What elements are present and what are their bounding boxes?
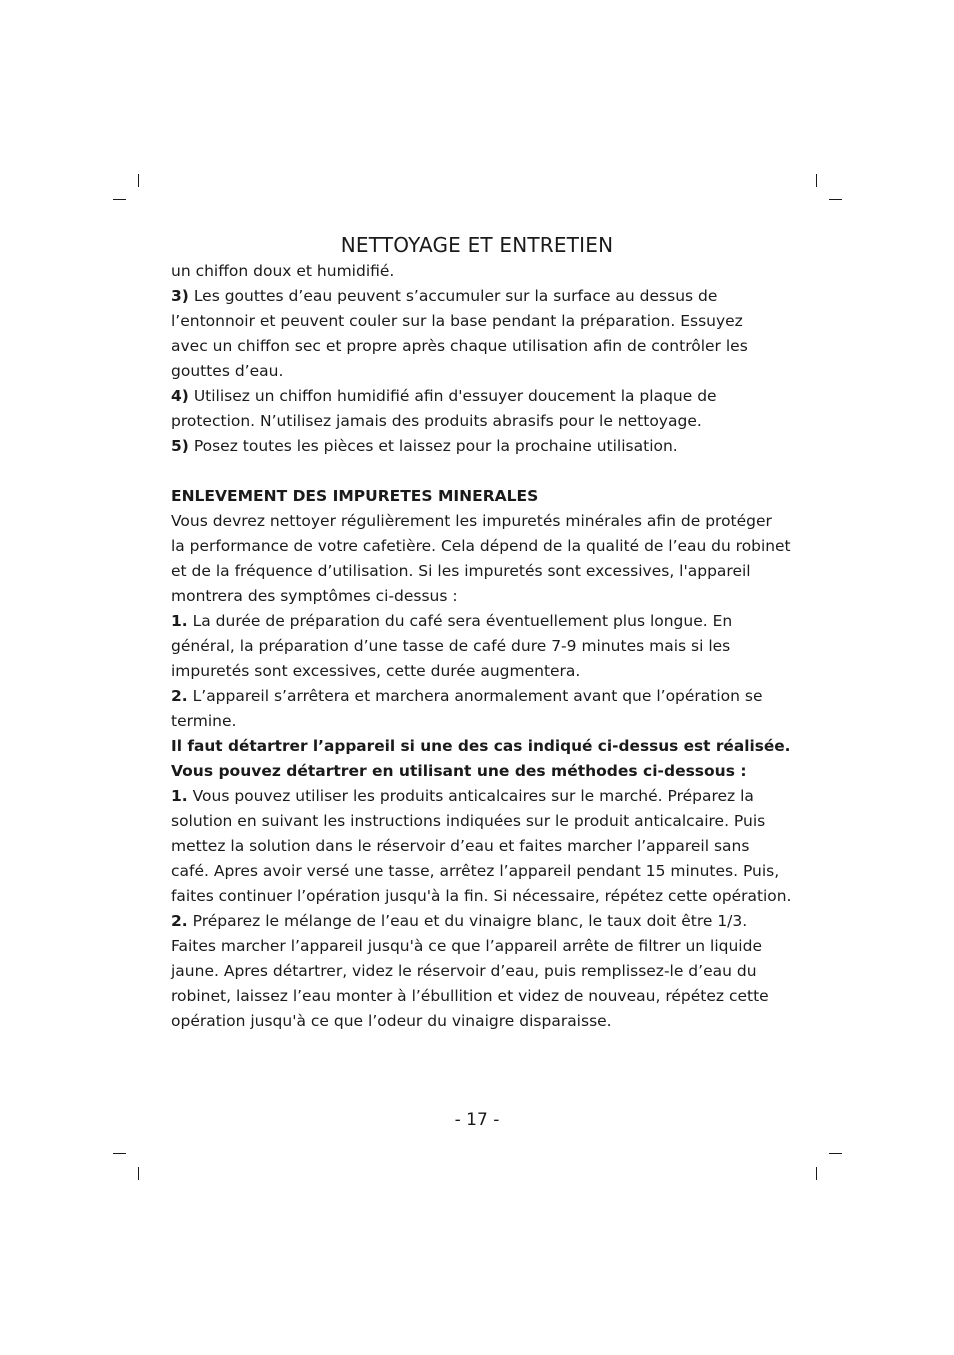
method-2 <box>171 909 791 1034</box>
step-text: l’entonnoir et peuvent couler sur la base pendant la préparation. Essuyez <box>171 312 743 330</box>
bold-note <box>171 734 791 784</box>
item-text: jaune. Apres détartrer, videz le réservoir d’eau, puis remplissez-le d’eau du <box>171 962 757 980</box>
step-4 <box>171 384 791 434</box>
page-body <box>171 259 791 1034</box>
section-heading: ENLEVEMENT DES IMPURETES MINERALES <box>171 487 539 505</box>
item-text: opération jusqu'à ce que l’odeur du vinaigre disparaisse. <box>171 1012 612 1030</box>
item-number: 1. <box>171 787 188 805</box>
item-number: 1. <box>171 612 188 630</box>
step-text: Les gouttes d’eau peuvent s’accumuler sur la surface au dessus de <box>193 287 718 305</box>
paragraph-line: Vous devrez nettoyer régulièrement les impuretés minérales afin de protéger <box>171 512 772 530</box>
method-1 <box>171 784 791 909</box>
paragraph-line: et de la fréquence d’utilisation. Si les impuretés sont excessives, l'appareil <box>171 562 751 580</box>
step-text: Posez toutes les pièces et laissez pour la prochaine utilisation. <box>193 437 678 455</box>
note-line: Vous pouvez détartrer en utilisant une des méthodes ci-dessous : <box>171 762 747 780</box>
item-number: 2. <box>171 912 188 930</box>
item-text: solution en suivant les instructions indiquées sur le produit anticalcaire. Puis <box>171 812 766 830</box>
page-title: NETTOYAGE ET ENTRETIEN <box>340 233 614 257</box>
intro-line: un chiffon doux et humidifié. <box>171 262 395 280</box>
item-text: L’appareil s’arrêtera et marchera anormalement avant que l’opération se <box>192 687 763 705</box>
item-text: Faites marcher l’appareil jusqu'à ce que l’appareil arrête de filtrer un liquide <box>171 937 762 955</box>
page-number: - 17 - <box>454 1110 500 1130</box>
note-line: Il faut détartrer l’appareil si une des cas indiqué ci-dessus est réalisée. <box>171 737 791 755</box>
item-text: faites continuer l’opération jusqu'à la fin. Si nécessaire, répétez cette opération. <box>171 887 792 905</box>
crop-mark <box>138 174 139 187</box>
item-text: robinet, laissez l’eau monter à l’ébullition et videz de nouveau, répétez cette <box>171 987 769 1005</box>
crop-mark <box>138 1167 139 1180</box>
step-3 <box>171 284 791 384</box>
item-text: Vous pouvez utiliser les produits anticalcaires sur le marché. Préparez la <box>192 787 754 805</box>
item-text: mettez la solution dans le réservoir d’eau et faites marcher l’appareil sans <box>171 837 750 855</box>
crop-mark <box>816 1167 817 1180</box>
symptom-2 <box>171 684 791 734</box>
step-number: 5) <box>171 437 189 455</box>
step-text: Utilisez un chiffon humidifié afin d'essuyer doucement la plaque de <box>193 387 717 405</box>
item-number: 2. <box>171 687 188 705</box>
section-intro <box>171 509 791 609</box>
item-text: termine. <box>171 712 237 730</box>
item-text: impuretés sont excessives, cette durée augmentera. <box>171 662 581 680</box>
item-text: général, la préparation d’une tasse de café dure 7-9 minutes mais si les <box>171 637 731 655</box>
item-text: Préparez le mélange de l’eau et du vinaigre blanc, le taux doit être 1/3. <box>192 912 748 930</box>
step-5 <box>171 434 791 459</box>
symptom-1 <box>171 609 791 684</box>
crop-mark <box>113 199 126 200</box>
step-text: avec un chiffon sec et propre après chaque utilisation afin de contrôler les <box>171 337 748 355</box>
step-number: 4) <box>171 387 189 405</box>
step-text: gouttes d’eau. <box>171 362 284 380</box>
step-text: protection. N’utilisez jamais des produits abrasifs pour le nettoyage. <box>171 412 702 430</box>
step-number: 3) <box>171 287 189 305</box>
crop-mark <box>829 199 842 200</box>
crop-mark <box>113 1153 126 1154</box>
item-text: café. Apres avoir versé une tasse, arrêtez l’appareil pendant 15 minutes. Puis, <box>171 862 780 880</box>
crop-mark <box>816 174 817 187</box>
item-text: La durée de préparation du café sera éventuellement plus longue. En <box>192 612 733 630</box>
crop-mark <box>829 1153 842 1154</box>
paragraph-line: la performance de votre cafetière. Cela dépend de la qualité de l’eau du robinet <box>171 537 791 555</box>
paragraph-line: montrera des symptômes ci-dessus : <box>171 587 458 605</box>
